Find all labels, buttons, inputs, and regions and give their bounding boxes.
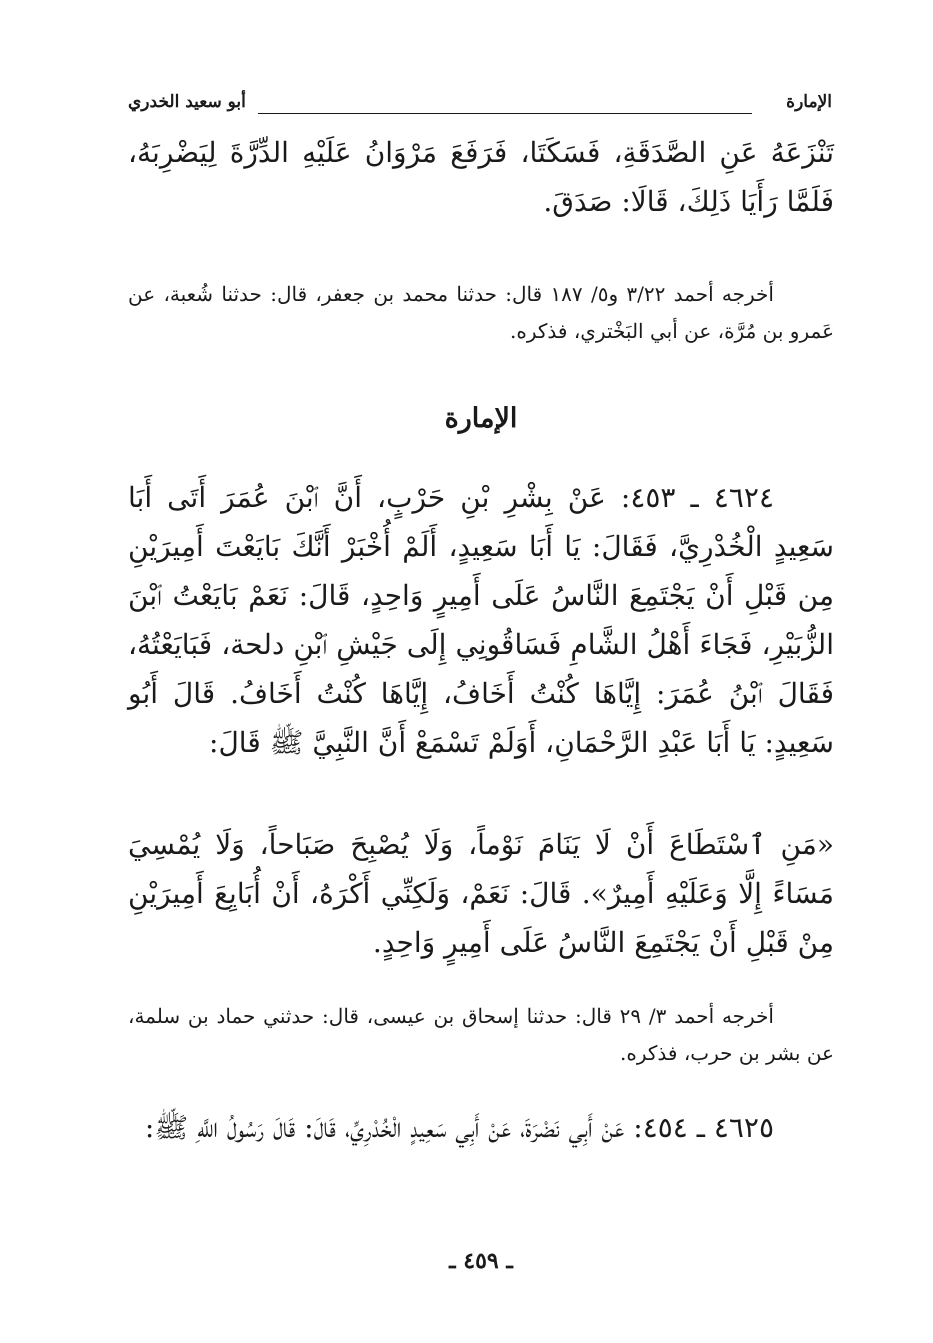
- header-companion-title: أبو سعيد الخدري: [128, 92, 246, 112]
- hadith-4624-paragraph: ٤٦٢٤ ـ ٤٥٣: عَنْ بِشْرِ بْنِ حَرْبٍ، أَنَّ ٱبْنَ عُمَرَ أَتَى أَبَا سَعِيدٍ الْخُدْرِيَّ، فَقَالَ: يَا أَبَا سَعِيدٍ، أَلَمْ أُخْبَرْ أَنَّكَ بَايَعْتَ أَمِيرَيْنِ مِن قَبْلِ أَنْ يَجْتَمِعَ النَّاسُ عَلَى أَمِيرٍ وَاحِدٍ، قَالَ: نَعَمْ بَايَعْتُ ٱبْنَ الزُّبَيْرِ، فَجَاءَ أَهْلُ الشَّامِ فَسَاقُونِي إِلَى جَيْشِ ٱبْنِ دلحة، فَبَايَعْتُهُ، فَقَالَ ٱبْنُ عُمَرَ: إِيَّاهَا كُنْتُ أَخَافُ، إِيَّاهَا كُنْتُ أَخَافُ. قَالَ أَبُو سَعِيدٍ: يَا أَبَا عَبْدِ الرَّحْمَانِ، أَوَلَمْ تَسْمَعْ أَنَّ النَّبِيَّ ﷺ قَالَ:: [128, 481, 834, 759]
- takhrij-note-1: أخرجه أحمد ٣/٢٢ و٥/ ١٨٧ قال: حدثنا محمد بن جعفر، قال: حدثنا شُعبة، عن عَمرو بن مُرَّة، عن أبي البَخْتري، فذكره.: [128, 282, 834, 343]
- takhrij-note-2: أخرجه أحمد ٣/ ٢٩ قال: حدثنا إسحاق بن عيسى، قال: حدثني حماد بن سلمة، عن بشر بن حرب، فذكره.: [128, 1004, 834, 1065]
- header-section-title: الإمارة: [786, 92, 832, 112]
- hadith-4625-paragraph: ٤٦٢٥ ـ ٤٥٤: عَنْ أَبِي نَضْرَةَ، عَنْ أَبِي سَعِيدٍ الْخُدْرِيِّ، قَالَ: قَالَ رَسُولُ اللَّهِ ﷺ:: [144, 1111, 774, 1144]
- header-rule: [258, 113, 752, 114]
- hadith-continuation-paragraph: تَنْزَعَهُ عَنِ الصَّدَقَةِ، فَسَكَتَا، فَرَفَعَ مَرْوَانُ عَلَيْهِ الدِّرَّةَ لِيَضْرِبَهُ، فَلَمَّا رَأَيَا ذَلِكَ، قَالَا: صَدَقَ.: [128, 136, 834, 218]
- chapter-heading: الإمارة: [444, 403, 518, 434]
- hadith-quote-paragraph: «مَنِ ٱسْتَطَاعَ أَنْ لَا يَنَامَ نَوْماً، وَلَا يُصْبِحَ صَبَاحاً، وَلَا يُمْسِيَ مَسَاءً إِلَّا وَعَلَيْهِ أَمِيرٌ». قَالَ: نَعَمْ، وَلَكِنِّي أَكْرَهُ، أَنْ أُبَايِعَ أَمِيرَيْنِ مِنْ قَبْلِ أَنْ يَجْتَمِعَ النَّاسُ عَلَى أَمِيرٍ وَاحِدٍ.: [128, 828, 834, 959]
- running-header: [128, 92, 832, 122]
- page-number: ـ ٤٥٩ ـ: [449, 1248, 513, 1274]
